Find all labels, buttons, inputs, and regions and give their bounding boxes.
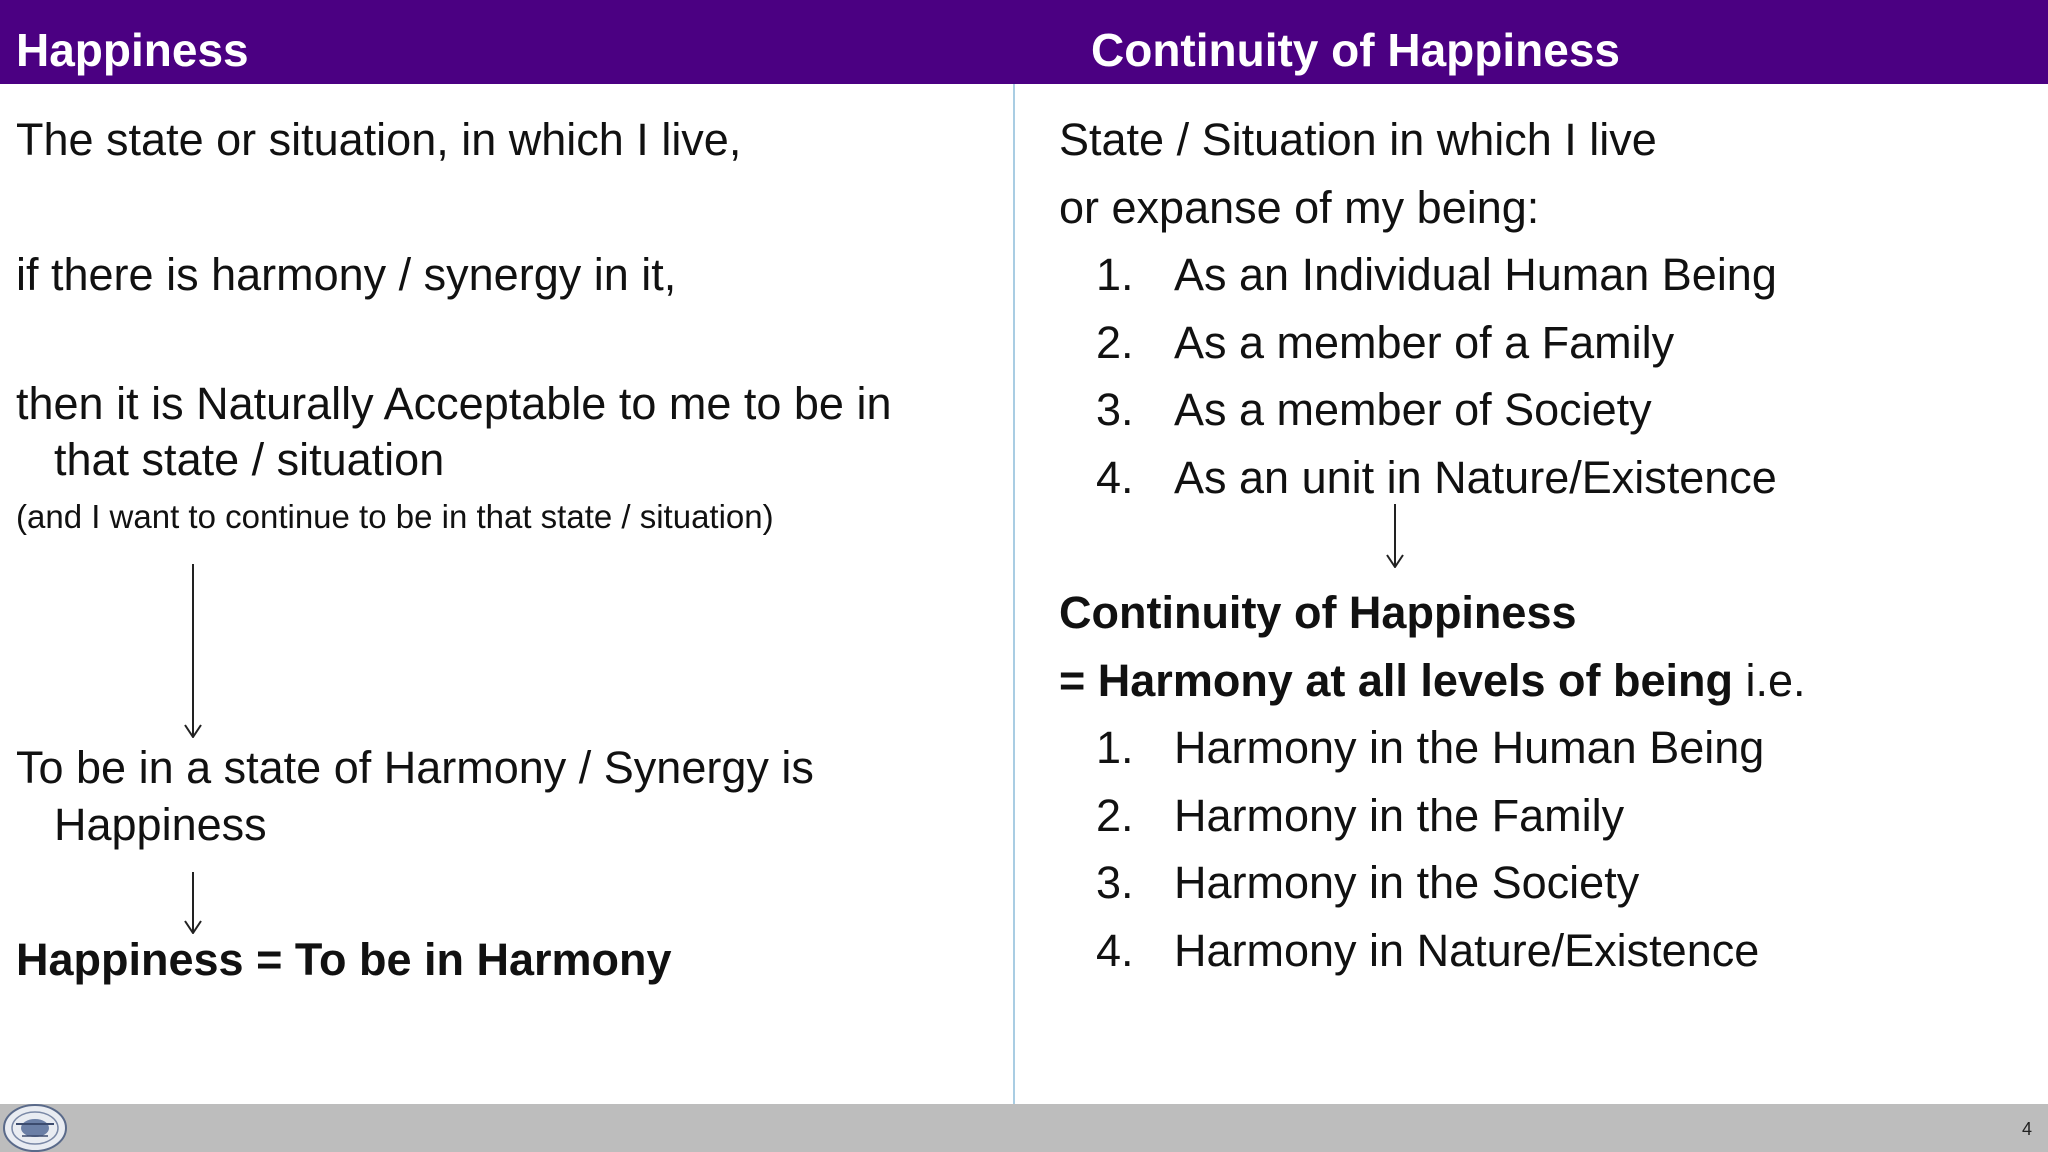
list-number: 3.: [1096, 857, 1134, 908]
list-number: 3.: [1096, 384, 1134, 435]
down-arrow-icon: [178, 872, 208, 934]
left-line-acceptable-cont: that state / situation: [54, 434, 445, 485]
right-heading: Continuity of Happiness: [1059, 587, 1577, 638]
list-text: As an unit in Nature/Existence: [1174, 451, 1777, 503]
right-equation-bold: = Harmony at all levels of being: [1059, 655, 1733, 706]
footer-bar: [0, 1104, 2048, 1152]
right-intro-line1: State / Situation in which I live: [1059, 114, 1657, 165]
down-arrow-icon: [178, 564, 208, 738]
list-text: As an Individual Human Being: [1174, 249, 1777, 300]
list-item: [1096, 376, 1777, 444]
left-line-synergy-cont: Happiness: [54, 799, 267, 850]
left-note: (and I want to continue to be in that state / situation): [16, 498, 774, 535]
list-item: [1096, 714, 1764, 782]
list-item: [1096, 309, 1777, 377]
right-equation-rest: i.e.: [1732, 655, 1806, 706]
left-conclusion: Happiness = To be in Harmony: [16, 934, 672, 985]
list-text: Harmony in the Human Being: [1174, 722, 1765, 773]
left-column-title: Happiness: [16, 24, 249, 76]
list-text: As a member of Society: [1174, 384, 1652, 435]
right-column-title: Continuity of Happiness: [1091, 24, 1620, 76]
being-levels-list: [1096, 241, 1777, 511]
list-number: 4.: [1096, 924, 1134, 976]
harmony-levels-list: [1096, 714, 1764, 984]
list-item: [1096, 849, 1764, 917]
right-equation: [1059, 653, 1806, 709]
left-line-harmony: if there is harmony / synergy in it,: [16, 249, 677, 300]
list-item: [1096, 241, 1777, 309]
left-line-state: The state or situation, in which I live,: [16, 114, 742, 165]
list-text: Harmony in Nature/Existence: [1174, 924, 1760, 976]
left-line-acceptable: then it is Naturally Acceptable to me to be in: [16, 378, 892, 429]
list-number: 1.: [1096, 249, 1134, 300]
list-number: 1.: [1096, 722, 1134, 773]
down-arrow-icon: [1380, 504, 1410, 568]
left-line-synergy: To be in a state of Harmony / Synergy is: [16, 742, 814, 793]
list-item: [1096, 917, 1764, 985]
column-divider: [1013, 84, 1015, 1106]
header-bar: [0, 0, 2048, 84]
list-number: 4.: [1096, 451, 1134, 503]
list-item: [1096, 444, 1777, 512]
list-number: 2.: [1096, 789, 1134, 841]
list-item: [1096, 782, 1764, 850]
page-number: 4: [2021, 1119, 2032, 1139]
list-number: 2.: [1096, 316, 1134, 368]
list-text: Harmony in the Society: [1174, 857, 1640, 908]
list-text: Harmony in the Family: [1174, 789, 1625, 841]
right-intro-line2: or expanse of my being:: [1059, 182, 1540, 233]
list-text: As a member of a Family: [1174, 316, 1675, 368]
institution-seal-icon: [2, 1100, 68, 1152]
